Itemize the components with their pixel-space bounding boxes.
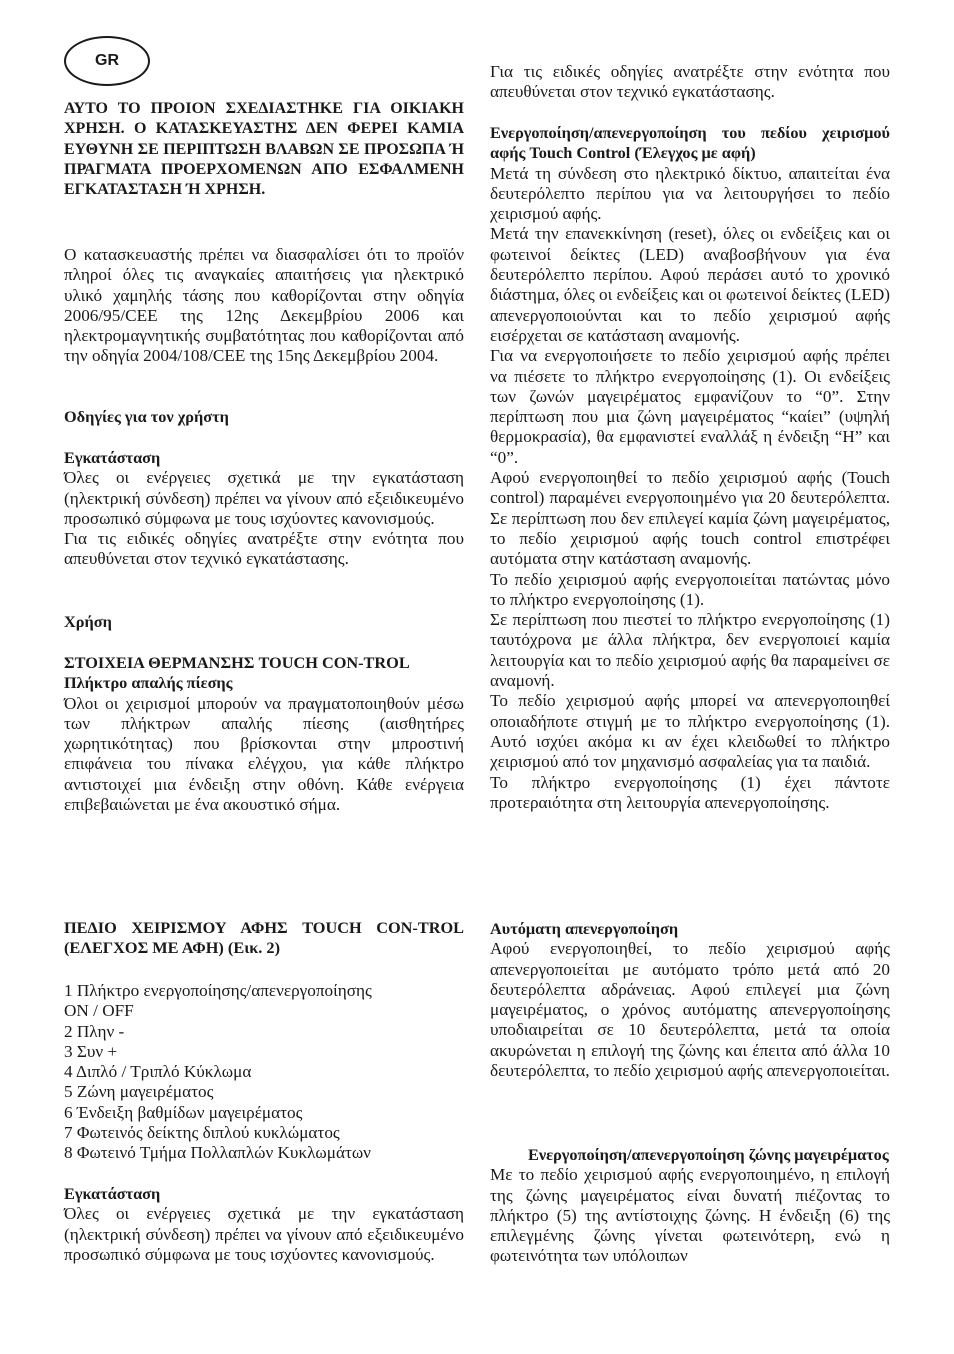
panel-block: [64, 918, 464, 959]
legend-item: 4 Διπλό / Τριπλό Κύκλωμα: [64, 1062, 252, 1082]
onoff-block: [490, 123, 890, 813]
section-heading: ΣΤΟΙΧΕΙΑ ΘΕΡΜΑΝΣΗΣ TOUCH CON-TROL: [64, 653, 410, 672]
zone-block: [490, 1145, 890, 1267]
subsection-heading: Πλήκτρο απαλής πίεσης: [64, 673, 233, 693]
compliance-block: [64, 245, 464, 367]
panel-legend-list: [64, 981, 464, 1164]
paragraph: Για να ενεργοποιήσετε το πεδίο χειρισμού αφής πρέπει να πιέσετε το πλήκτρο ενεργοποίησης (1). Οι ενδείξεις των ζωνών μαγειρέματος εμφανίζουν το “0”. Στην περίπτωση που μια ζώνη μαγειρέματος “καίει” (υψηλή θερμοκρασία), θα εμφανιστεί εναλλάξ η ένδειξη “H” και “0”.: [490, 346, 890, 467]
heating-block: [64, 653, 464, 815]
installation-block: [64, 448, 464, 570]
paragraph: Μετά τη σύνδεση στο ηλεκτρικό δίκτυο, απαιτείται ένα δευτερόλεπτο περίπου για να λειτουργήσει το πεδίο χειρισμού αφής.: [490, 163, 890, 224]
paragraph: Όλοι οι χειρισμοί μπορούν να πραγματοποιηθούν μέσω των πλήκτρων απαλής πίεσης (αισθητήρες χωρητικότητας) που βρίσκονται στην μπροστινή επιφάνεια του πίνακα ελέγχου, για κάθε πλήκτρο αντιστοιχεί μια ένδειξη στην οθόνη. Κάθε ενέργεια επιβεβαιώνεται με ένα ακουστικό σήμα.: [64, 693, 464, 815]
language-badge: GR: [64, 36, 150, 86]
paragraph: Το πεδίο χειρισμού αφής μπορεί να απενεργοποιηθεί οποιαδήποτε στιγμή με το πλήκτρο ενεργοποίησης (1). Αυτό ισχύει ακόμα κι αν έχει κλειδωθεί το πλήκτρο χειρισμού από τον μηχανισμό ασφαλείας για τα παιδιά.: [490, 691, 890, 772]
legend-item: 8 Φωτεινό Τμήμα Πολλαπλών Κυκλωμάτων: [64, 1143, 371, 1163]
paragraph: Το πεδίο χειρισμού αφής ενεργοποιείται πατώντας μόνο το πλήκτρο ενεργοποίησης (1).: [490, 569, 890, 609]
legend-item: 2 Πλην -: [64, 1021, 125, 1041]
safety-warning: ΑΥΤΟ ΤΟ ΠΡΟΙΟΝ ΣΧΕΔΙΑΣΤΗΚΕ ΓΙΑ ΟΙΚΙΑΚΗ ΧΡΗΣΗ. Ο ΚΑΤΑΣΚΕΥΑΣΤΗΣ ΔΕΝ ΦΕΡΕΙ ΚΑΜΙΑ ΕΥΘΥΝΗ ΣΕ ΠΕΡΙΠΤΩΣΗ ΒΛΑΒΩΝ ΣΕ ΠΡΟΣΩΠΑ Ή ΠΡΑΓΜΑΤΑ ΠΡΟΕΡΧΟΜΕΝΩΝ ΑΠΟ ΕΣΦΑΛΜΕΝΗ ΕΓΚΑΤΑΣΤΑΣΗ Ή ΧΡΗΣΗ.: [64, 100, 464, 199]
paragraph: Όλες οι ενέργειες σχετικά με την εγκατάσταση (ηλεκτρική σύνδεση) πρέπει να γίνουν από εξειδικευμένο προσωπικό σύμφωνα με τους ισχύοντες κανονισμούς.: [64, 468, 464, 528]
section-heading: Οδηγίες για τον χρήστη: [64, 407, 229, 426]
legend-item: 5 Ζώνη μαγειρέματος: [64, 1082, 214, 1102]
installation2-block: [64, 1184, 464, 1265]
legend-item: 6 Ένδειξη βαθμίδων μαγειρέματος: [64, 1102, 303, 1122]
paragraph: Το πλήκτρο ενεργοποίησης (1) έχει πάντοτε προτεραιότητα στη λειτουργία απενεργοποίησης.: [490, 772, 890, 812]
user-instructions-block: [64, 407, 464, 427]
paragraph: Μετά την επανεκκίνηση (reset), όλες οι ενδείξεις και οι φωτεινοί δείκτες (LED) αναβοσβήνουν για ένα δευτερόλεπτο περίπου. Αφού περάσει αυτό το χρονικό διάστημα, όλες οι ενδείξεις και οι φωτεινοί δείκτες (LED) απενεργοποιούνται και το πεδίο χειρισμού αφής εισέρχεται σε κατάσταση αναμονής.: [490, 224, 890, 345]
section-heading: Ενεργοποίηση/απενεργοποίηση ζώνης μαγειρέματος: [528, 1145, 889, 1164]
legend-item: 3 Συν +: [64, 1041, 118, 1061]
legend-item: ON / OFF: [64, 1001, 134, 1021]
legend-item: 1 Πλήκτρο ενεργοποίησης/απενεργοποίησης: [64, 981, 372, 1000]
paragraph: Σε περίπτωση που πιεστεί το πλήκτρο ενεργοποίησης (1) ταυτόχρονα με άλλα πλήκτρα, δεν ενεργοποιεί καμία λειτουργία και το πεδίο χειρισμού αφής θα παραμείνει σε αναμονή.: [490, 610, 890, 691]
intro-block: [490, 62, 890, 103]
paragraph: Με το πεδίο χειρισμού αφής ενεργοποιημένο, η επιλογή της ζώνης μαγειρέματος είναι δυνατή πιέζοντας το πλήκτρο (5) της αντίστοιχης ζώνης. Η ένδειξη (6) της επιλεγμένης ζώνης γίνεται φωτεινότερη, ενώ η φωτεινότητα των υπόλοιπων: [490, 1165, 890, 1266]
section-heading: Εγκατάσταση: [64, 1184, 161, 1203]
warning-block: [64, 99, 464, 200]
use-block: [64, 612, 464, 632]
paragraph: Όλες οι ενέργειες σχετικά με την εγκατάσταση (ηλεκτρική σύνδεση) πρέπει να γίνουν από εξειδικευμένο προσωπικό σύμφωνα με τους ισχύοντες κανονισμούς.: [64, 1204, 464, 1264]
paragraph: Αφού ενεργοποιηθεί το πεδίο χειρισμού αφής (Touch control) παραμένει ενεργοποιημένο για 20 δευτερόλεπτα. Σε περίπτωση που δεν επιλεγεί καμία ζώνη μαγειρέματος, το πεδίο χειρισμού αφής touch control επιστρέφει αυτόματα στην κατάσταση αναμονής.: [490, 468, 890, 569]
auto-off-block: [490, 919, 890, 1081]
section-heading: Εγκατάσταση: [64, 448, 161, 467]
legend-item: 7 Φωτεινός δείκτης διπλού κυκλώματος: [64, 1123, 340, 1143]
section-heading: Ενεργοποίηση/απενεργοποίηση του πεδίου χειρισμού αφής Touch Control (Έλεγχος με αφή): [490, 123, 890, 163]
section-heading: ΠΕΔΙΟ ΧΕΙΡΙΣΜΟΥ ΑΦΗΣ TOUCH CON-TROL (ΕΛΕΓΧΟΣ ΜΕ ΑΦΗ) (Εικ. 2): [64, 918, 464, 958]
section-heading: Χρήση: [64, 612, 112, 631]
section-heading: Αυτόματη απενεργοποίηση: [490, 919, 679, 938]
paragraph: Αφού ενεργοποιηθεί, το πεδίο χειρισμού αφής απενεργοποιείται με αυτόματο τρόπο μετά από 20 δευτερόλεπτα αδράνειας. Αφού επιλεγεί μια ζώνη μαγειρέματος, ο χρόνος αυτόματης απενεργοποίησης υποδιαιρείται σε 10 δευτερόλεπτα, μετά τα οποία ακυρώνεται η επιλογή της ζώνης και έπειτα από άλλα 10 δευτερόλεπτα, το πεδίο χειρισμού αφής απενεργοποιείται.: [490, 939, 890, 1081]
paragraph: Για τις ειδικές οδηγίες ανατρέξτε στην ενότητα που απευθύνεται στον τεχνικό εγκατάστασης.: [490, 62, 890, 102]
paragraph: Για τις ειδικές οδηγίες ανατρέξτε στην ενότητα που απευθύνεται στον τεχνικό εγκατάστασης.: [64, 529, 464, 569]
compliance-text: Ο κατασκευαστής πρέπει να διασφαλίσει ότι το προϊόν πληροί όλες τις αναγκαίες απαιτήσεις για ηλεκτρικό υλικό χαμηλής τάσης που καθορίζονται στην οδηγία 2006/95/CEE της 12ης Δεκεμβρίου 2006 και ηλεκτρομαγνητικής συμβατότητας που καθορίζονται από την οδηγία 2004/108/CEE της 15ης Δεκεμβρίου 2004.: [64, 245, 464, 366]
